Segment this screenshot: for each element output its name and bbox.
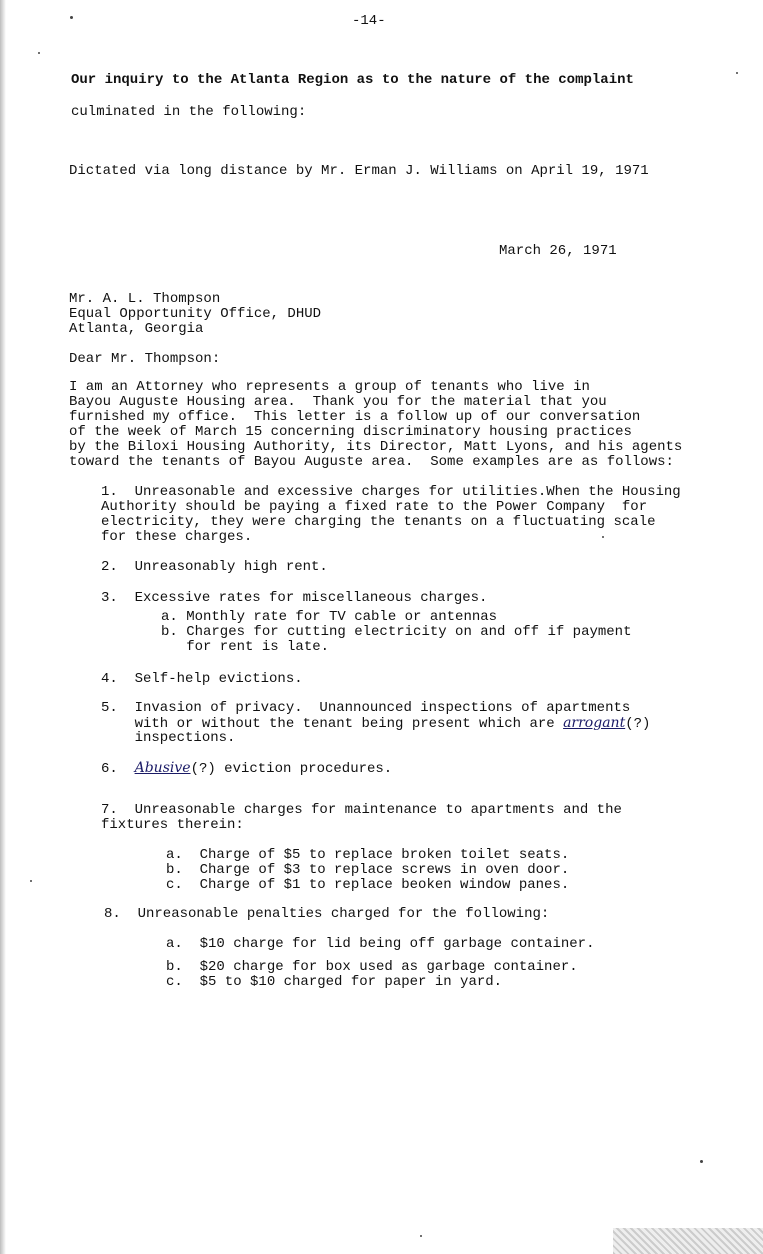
body-line-6: toward the tenants of Bayou Auguste area. Some examples are as follows:: [69, 454, 674, 470]
dictated-line: Dictated via long distance by Mr. Erman J. Williams on April 19, 1971: [69, 163, 649, 179]
salutation: Dear Mr. Thompson:: [69, 351, 221, 367]
item-5-query: (?): [625, 716, 651, 732]
scan-smudge: [613, 1228, 763, 1254]
item-3: 3. Excessive rates for miscellaneous charges.: [101, 590, 488, 606]
item-5-handwritten-word: arrogant: [563, 715, 626, 731]
body-line-5: by the Biloxi Housing Authority, its Director, Matt Lyons, and his agents: [69, 439, 683, 455]
item-8: 8. Unreasonable penalties charged for the following:: [104, 906, 550, 922]
item-3b-line-1: b. Charges for cutting electricity on and off if payment: [161, 624, 632, 640]
item-1-line-2: Authority should be paying a fixed rate to the Power Company for: [101, 499, 648, 515]
scan-speck: [420, 1235, 422, 1237]
item-8c: c. $5 to $10 charged for paper in yard.: [166, 974, 503, 990]
body-line-2: Bayou Auguste Housing area. Thank you for the material that you: [69, 394, 607, 410]
item-5-text: with or without the tenant being present which are: [101, 716, 564, 732]
item-7-line-2: fixtures therein:: [101, 817, 244, 833]
address-office: Equal Opportunity Office, DHUD: [69, 306, 322, 322]
item-6-number: 6.: [101, 761, 135, 777]
scan-edge-shadow: [0, 0, 6, 1254]
scan-speck: [30, 880, 32, 882]
address-city: Atlanta, Georgia: [69, 321, 204, 337]
item-6-rest: (?) eviction procedures.: [190, 761, 393, 777]
item-1-line-1: 1. Unreasonable and excessive charges for utilities.When the Housing: [101, 484, 681, 500]
item-3b-line-2: for rent is late.: [161, 639, 330, 655]
body-line-4: of the week of March 15 concerning discriminatory housing practices: [69, 424, 632, 440]
item-7a: a. Charge of $5 to replace broken toilet seats.: [166, 847, 570, 863]
item-5-line-1: 5. Invasion of privacy. Unannounced inspections of apartments: [101, 700, 631, 716]
item-1-line-4: for these charges.: [101, 529, 253, 545]
item-7-line-1: 7. Unreasonable charges for maintenance to apartments and the: [101, 802, 622, 818]
item-8a: a. $10 charge for lid being off garbage container.: [166, 936, 595, 952]
item-7c: c. Charge of $1 to replace beoken window panes.: [166, 877, 570, 893]
intro-line-2: culminated in the following:: [71, 104, 307, 120]
address-name: Mr. A. L. Thompson: [69, 291, 221, 307]
scan-speck: [700, 1160, 703, 1163]
body-line-3: furnished my office. This letter is a follow up of our conversation: [69, 409, 641, 425]
scan-speck: [602, 536, 604, 538]
scan-speck: [736, 72, 738, 74]
item-1-line-3: electricity, they were charging the tenants on a fluctuating scale: [101, 514, 656, 530]
item-2: 2. Unreasonably high rent.: [101, 559, 328, 575]
item-4: 4. Self-help evictions.: [101, 671, 303, 687]
scan-speck: [38, 52, 40, 54]
item-5-line-3: inspections.: [101, 730, 236, 746]
body-line-1: I am an Attorney who represents a group of tenants who live in: [69, 379, 590, 395]
item-6: [101, 761, 392, 777]
item-6-handwritten-word: Abusive: [134, 760, 191, 776]
item-8b: b. $20 charge for box used as garbage container.: [166, 959, 578, 975]
item-3a: a. Monthly rate for TV cable or antennas: [161, 609, 498, 625]
letter-date: March 26, 1971: [499, 243, 617, 259]
page-number: -14-: [352, 13, 386, 29]
intro-line-1: Our inquiry to the Atlanta Region as to the nature of the complaint: [71, 72, 634, 88]
item-7b: b. Charge of $3 to replace screws in oven door.: [166, 862, 570, 878]
scan-speck: [70, 16, 73, 19]
